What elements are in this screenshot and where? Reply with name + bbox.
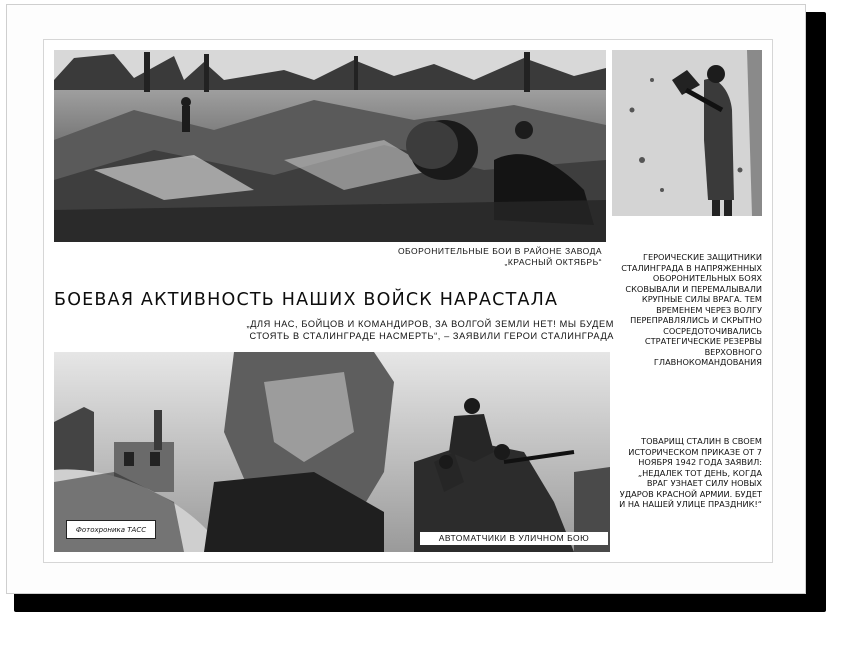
- photo-soldier-at-wall: [612, 50, 762, 216]
- picture-frame: [6, 4, 806, 594]
- caption-factory-battle: [364, 246, 602, 268]
- publisher-logo: Фотохроника ТАСС: [66, 520, 156, 539]
- caption-top-line-1: ОБОРОНИТЕЛЬНЫЕ БОИ В РАЙОНЕ ЗАВОДА: [397, 246, 602, 256]
- poster-sheet: [43, 39, 773, 563]
- caption-top-line-2: „КРАСНЫЙ ОКТЯБРЬ“: [504, 257, 602, 267]
- caption-street-fighting: АВТОМАТЧИКИ В УЛИЧНОМ БОЮ: [420, 532, 608, 545]
- side-text-defenders: ГЕРОИЧЕСКИЕ ЗАЩИТНИКИ СТАЛИНГРАДА В НАПРЯЖЕННЫХ ОБОРОНИТЕЛЬНЫХ БОЯХ СКОВЫВАЛИ И ПЕРЕМАЛЫВАЛИ КРУПНЫЕ СИЛЫ ВРАГА. ТЕМ ВРЕМЕНЕМ ЧЕРЕЗ ВОЛГУ ПЕРЕПРАВЛЯЛИСЬ И СКРЫТНО СОСРЕДОТОЧИВАЛИСЬ СТРАТЕГИЧЕСКИЕ РЕЗЕРВЫ ВЕРХОВНОГО ГЛАВНОКОМАНДОВАНИЯ: [621, 252, 762, 367]
- headline: БОЕВАЯ АКТИВНОСТЬ НАШИХ ВОЙСК НАРАСТАЛА: [54, 290, 559, 310]
- quote-line-2: СТОЯТЬ В СТАЛИНГРАДЕ НАСМЕРТЬ“, – ЗАЯВИЛИ ГЕРОИ СТАЛИНГРАДА: [249, 331, 614, 341]
- soldiers-quote: [144, 318, 614, 342]
- quote-line-1: „ДЛЯ НАС, БОЙЦОВ И КОМАНДИРОВ, ЗА ВОЛГОЙ ЗЕМЛИ НЕТ! МЫ БУДЕМ: [246, 319, 614, 329]
- photo-factory-battle: [54, 50, 606, 242]
- side-text-stalin-order: ТОВАРИЩ СТАЛИН В СВОЕМ ИСТОРИЧЕСКОМ ПРИКАЗЕ ОТ 7 НОЯБРЯ 1942 ГОДА ЗАЯВИЛ: „НЕДАЛЕК ТОТ ДЕНЬ, КОГДА ВРАГ УЗНАЕТ СИЛУ НОВЫХ УДАРОВ КРАСНОЙ АРМИИ. БУДЕТ И НА НАШЕЙ УЛИЦЕ ПРАЗДНИК!“: [619, 436, 762, 509]
